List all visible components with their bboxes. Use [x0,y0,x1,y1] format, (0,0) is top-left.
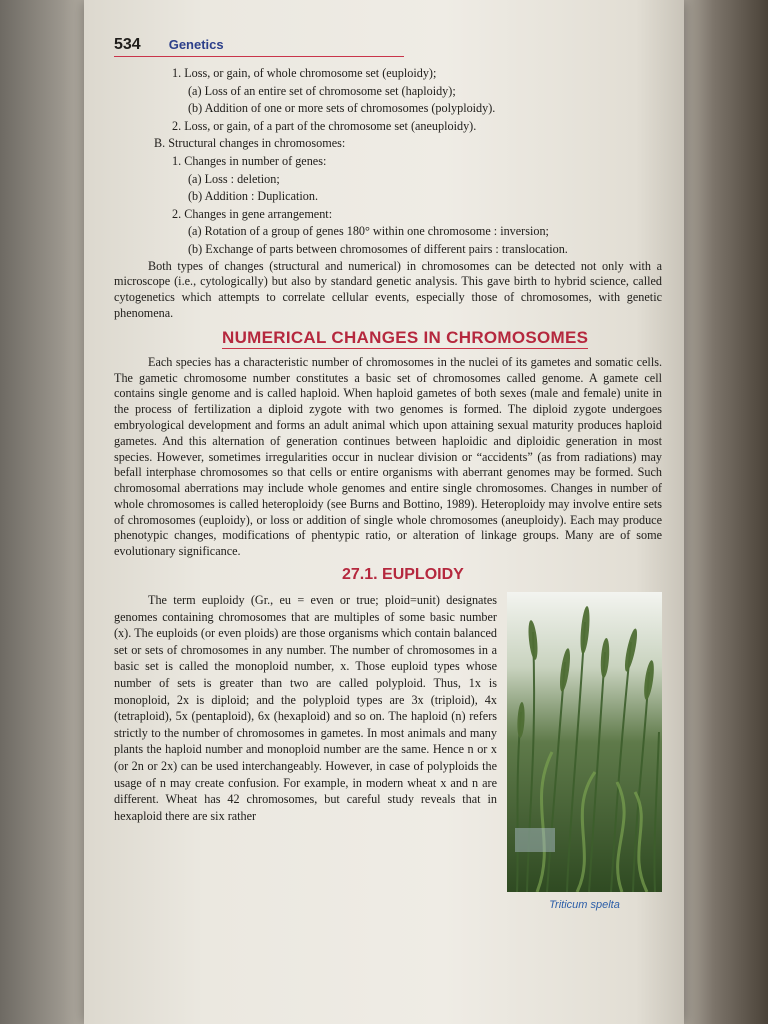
running-header [114,36,404,57]
list-item: B. Structural changes in chromosomes: [154,136,346,151]
list-item: 1. Loss, or gain, of whole chromosome set (euploidy); [172,66,437,80]
classification-list [114,65,662,259]
book-page [84,0,684,1024]
background-left [0,0,90,1024]
euploidy-text-column [114,592,497,911]
page-number: 534 [114,36,141,53]
subsection-heading: 27.1. EUPLOIDY [342,566,464,584]
figure [507,592,662,911]
list-item: (a) Loss of an entire set of chromosome set (haploidy); [188,83,456,98]
list-item: 2. Loss, or gain, of a part of the chromosome set (aneuploidy). [172,118,477,133]
page-content [114,36,662,911]
figure-caption: Triticum spelta [549,899,620,912]
numerical-changes-paragraph: Each species has a characteristic number of chromosomes in the nuclei of its gametes and somatic cells. The gametic chromosome number constitutes a basic set of chromosomes called genome. A gamete cell contains single genome and is called haploid. When haploid gametes of both sexes (male and female) unite in the process of fertilization a diploid zygote with two genomes is formed. The diploid zygote undergoes embryological development and forms an adult animal which upon attaining sexual maturity produces haploid gametes. And this alternation of generation continues between haploidic and diploidic generation in most species. However, sometimes irregularities occur in nuclear division or “accidents” (as from radiations) may befall interphase chromosomes so that cells or entire organisms with aberrant genomes may be formed. Such chromosomal aberrations may include whole genomes and entire single chromosomes. Changes in number of whole chromosomes is called heteroploidy (see Burns and Bottino, 1989). Heteroploidy may involve entire sets of chromosomes (euploidy), or loss or addition of single whole chromosomes (aneuploidy). Each may produce phenotypic changes, modifications of phentypic ratio, or alteration of linkage groups. Many are of some evolutionary significance. [114,354,662,559]
list-item: 1. Changes in number of genes: [172,153,327,168]
list-item: (b) Addition of one or more sets of chromosomes (polyploidy). [188,101,496,116]
chapter-name: Genetics [168,37,224,52]
list-item: (b) Exchange of parts between chromosomes of different pairs : translocation. [188,241,568,256]
euploidy-section [114,592,662,911]
background-right [678,0,768,1024]
list-item: (a) Loss : deletion; [188,171,280,186]
list-item: 2. Changes in gene arrangement: [172,206,333,221]
list-item: (a) Rotation of a group of genes 180° within one chromosome : inversion; [188,224,549,239]
wheat-plant-photo [507,592,662,892]
list-item: (b) Addition : Duplication. [188,189,318,204]
section-heading: NUMERICAL CHANGES IN CHROMOSOMES [222,327,589,347]
euploidy-paragraph: The term euploidy (Gr., eu = even or true; ploid=unit) designates genomes containing chromosomes that are multiples of some basic number (x). The euploids (or even ploids) are those organisms which contain balanced set or sets of chromosomes in any number. The number of chromosomes in a basic set is called the monoploid number, x. Those euploid types whose number of sets is greater than two are called polyploid. Thus, 1x is monoploid, 2x is diploid; and the polyploid types are 3x (triploid), 4x (tetraploid), 5x (pentaploid), 6x (hexaploid) and so on. The haploid (n) refers strictly to the number of chromosomes in gametes. In most animals and many plants the haploid number and monoploid number are the same. Hence n or x (or 2n or 2x) can be used interchangeably. However, in case of polyploids the usage of n may create confusion. For example, in modern wheat x and n are different. Wheat has 42 chromosomes, but careful study reveals that in hexaploid there are six rather [114,593,497,823]
intro-paragraph: Both types of changes (structural and numerical) in chromosomes can be detected not only with a microscope (i.e., cytologically) but also by standard genetic analysis. This gave birth to hybrid science, called cytogenetics which attempts to correlate cellular events, especially those of chromosomes, with genetic phenomena. [114,258,662,320]
